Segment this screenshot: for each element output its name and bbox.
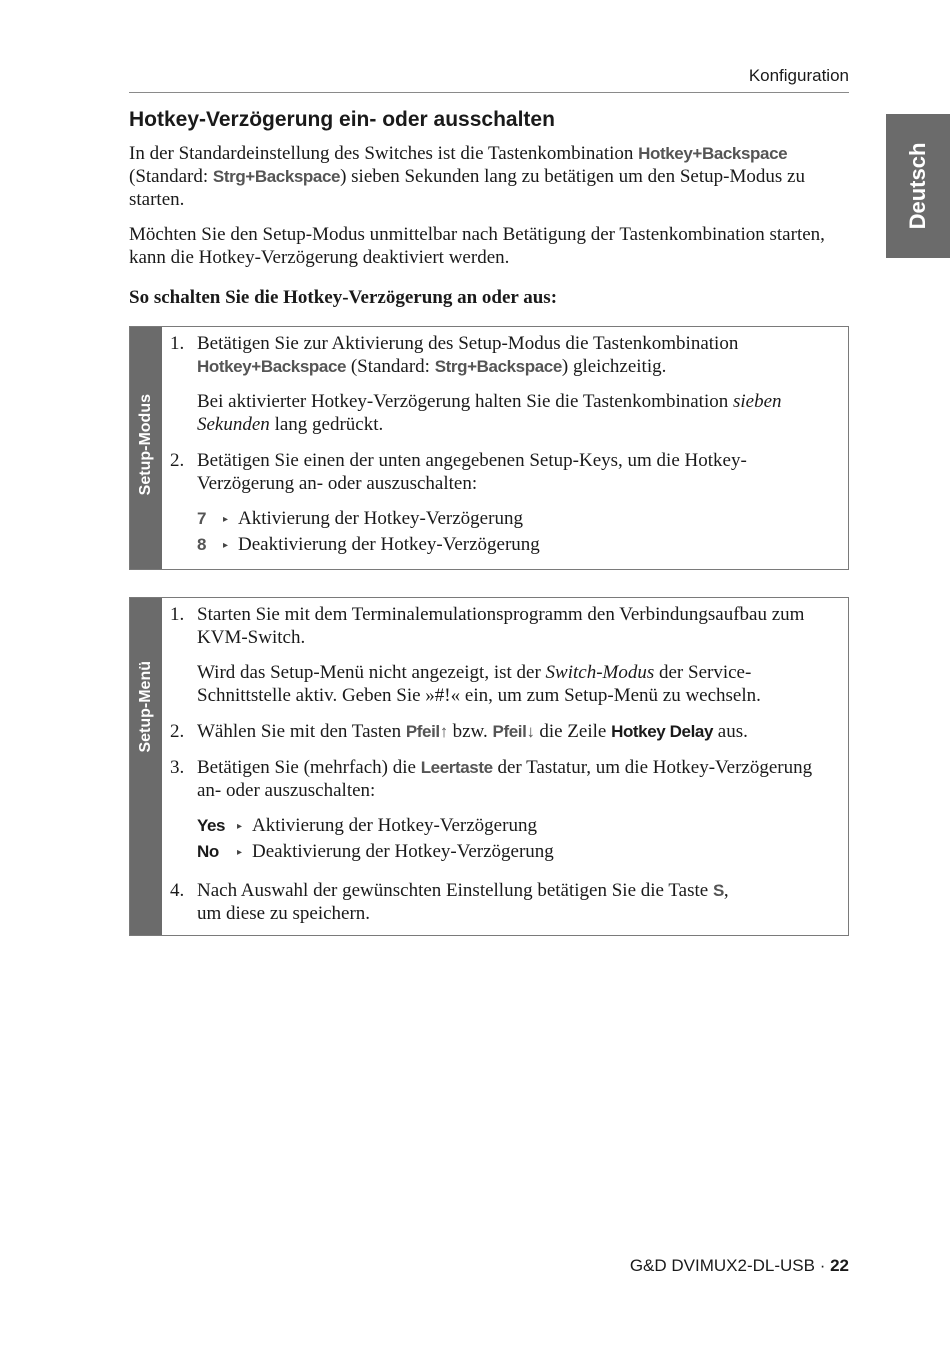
option-list	[197, 507, 836, 559]
intro-paragraph-2: Möchten Sie den Setup-Modus unmittelbar nach Betätigung der Tastenkombination starten, kann die Hotkey-Verzögerung deaktiviert werden.	[129, 224, 825, 268]
key-hotkey-backspace: Hotkey+Backspace	[638, 144, 788, 163]
arrow-right-icon: ▸	[237, 847, 243, 858]
key-space: Leertaste	[420, 758, 493, 777]
setup-menue-box	[129, 597, 849, 936]
page-content	[129, 108, 849, 936]
page-number: 22	[830, 1256, 849, 1275]
header-rule	[129, 92, 849, 93]
step-text: Starten Sie mit dem Terminalemulationsprogramm den Verbindungsaufbau zum KVM-Switch.	[197, 604, 805, 648]
key-strg-backspace: Strg+Backspace	[212, 167, 341, 186]
step-text: Betätigen Sie zur Aktivierung des Setup-Modus die Tastenkombination Hotkey+Backspace (Standard: Strg+Backspace) gleichzeitig.	[197, 333, 739, 377]
key-hotkey-backspace: Hotkey+Backspace	[197, 357, 347, 376]
step-text: Betätigen Sie (mehrfach) die Leertaste der Tastatur, um die Hotkey-Verzögerung an- oder auszuschalten:	[197, 757, 813, 801]
setup-modus-box	[129, 326, 849, 570]
setup-menue-steps	[162, 598, 848, 935]
key-arrow-down: Pfeil↓	[492, 722, 535, 741]
setup-menue-side-label: Setup-Menü	[130, 598, 162, 935]
menu-item-hotkey-delay: Hotkey Delay	[611, 722, 714, 741]
step-text: Nach Auswahl der gewünschten Einstellung betätigen Sie die Taste S, um diese zu speichern.	[197, 880, 729, 924]
intro-paragraph-1: In der Standardeinstellung des Switches ist die Tastenkombination Hotkey+Backspace (Standard: Strg+Backspace) sieben Sekunden lang zu betätigen um den Setup-Modus zu starten.	[129, 143, 805, 210]
option-row: 7 ▸ Aktivierung der Hotkey-Verzögerung	[197, 508, 523, 529]
language-tab-label: Deutsch	[905, 142, 930, 230]
section-title: Hotkey-Verzögerung ein- oder ausschalten	[129, 108, 555, 131]
step-text: Wählen Sie mit den Tasten Pfeil↑ bzw. Pfeil↓ die Zeile Hotkey Delay aus.	[197, 721, 748, 742]
list-item: 4. Nach Auswahl der gewünschten Einstellung betätigen Sie die Taste S, um diese zu speichern.	[170, 879, 836, 925]
step-note: Bei aktivierter Hotkey-Verzögerung halten Sie die Tastenkombination sieben Sekunden lang gedrückt.	[197, 391, 782, 435]
arrow-right-icon: ▸	[223, 514, 229, 525]
arrow-right-icon: ▸	[223, 540, 229, 551]
setup-modus-side-label: Setup-Modus	[130, 327, 162, 569]
list-item: 1. Starten Sie mit dem Terminalemulationsprogramm den Verbindungsaufbau zum KVM-Switch. Wird das Setup-Menü nicht angezeigt, ist der Switch-Modus der Service-Schnittstelle aktiv. Geben Sie »#!« ein, um zum Setup-Menü zu wechseln.	[170, 603, 836, 707]
step-text: Betätigen Sie einen der unten angegebenen Setup-Keys, um die Hotkey-Verzögerung an- oder auszuschalten:	[197, 450, 747, 494]
step-note: Wird das Setup-Menü nicht angezeigt, ist der Switch-Modus der Service-Schnittstelle aktiv. Geben Sie »#!« ein, um zum Setup-Menü zu wechseln.	[197, 662, 761, 706]
page-footer: G&D DVIMUX2-DL-USB · 22	[629, 1256, 849, 1275]
key-strg-backspace: Strg+Backspace	[434, 357, 562, 376]
procedure-heading: So schalten Sie die Hotkey-Verzögerung an oder aus:	[129, 287, 558, 308]
list-item: 2. Wählen Sie mit den Tasten Pfeil↑ bzw. Pfeil↓ die Zeile Hotkey Delay aus.	[170, 720, 836, 743]
option-row: Yes ▸ Aktivierung der Hotkey-Verzögerung	[197, 815, 537, 836]
option-list	[197, 814, 836, 866]
list-item: 2. Betätigen Sie einen der unten angegebenen Setup-Keys, um die Hotkey-Verzögerung an- oder auszuschalten: 7 ▸ Aktivierung der Hotkey-Verzögerung 8 ▸ Deaktivierung der Hotkey-Verzögerung	[170, 449, 836, 559]
option-row: 8 ▸ Deaktivierung der Hotkey-Verzögerung	[197, 534, 540, 555]
language-tab	[886, 114, 950, 258]
option-row: No ▸ Deaktivierung der Hotkey-Verzögerung	[197, 841, 554, 862]
running-header: Konfiguration	[748, 66, 849, 85]
key-s: S	[712, 881, 724, 900]
arrow-right-icon: ▸	[237, 821, 243, 832]
list-item: 1. Betätigen Sie zur Aktivierung des Setup-Modus die Tastenkombination Hotkey+Backspace (Standard: Strg+Backspace) gleichzeitig. Bei aktivierter Hotkey-Verzögerung halten Sie die Tastenkombination sieben Sekunden lang gedrückt.	[170, 332, 836, 436]
key-arrow-up: Pfeil↑	[405, 722, 448, 741]
setup-modus-steps	[162, 327, 848, 569]
list-item: 3. Betätigen Sie (mehrfach) die Leertaste der Tastatur, um die Hotkey-Verzögerung an- oder auszuschalten: Yes ▸ Aktivierung der Hotkey-Verzögerung No ▸ Deaktivierung der Hotkey-Verzögerung	[170, 756, 836, 866]
